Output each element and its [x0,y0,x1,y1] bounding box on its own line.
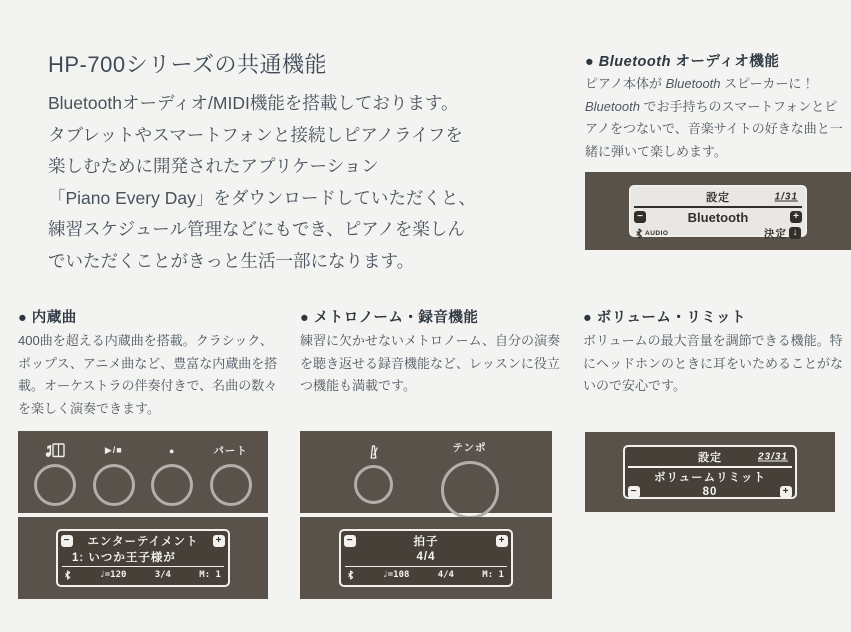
lcd-status-row [58,567,228,580]
volume-section-heading: ● ボリューム・リミット [583,310,747,326]
lcd-status-row [341,567,511,580]
play-stop-control [93,442,135,506]
metronome-buttons-panel [300,431,552,513]
song-select-control [34,442,76,506]
plus-key[interactable]: + [496,535,508,547]
bluetooth-icon [64,570,71,580]
song-display-panel [18,517,268,599]
song-lcd-display [56,529,230,587]
bluetooth-body-text: でお手持ちのスマートフォンとピアノをつないで、音楽サイトの好きな曲と一緒に弾いて楽しめます。 [585,98,843,159]
song-book-icon [45,442,65,459]
beat-value: 4/4 [437,570,454,580]
param-value: 4/4 [416,550,436,563]
play-stop-icon: ▶/■ [104,445,123,455]
lcd-param-row [625,469,795,484]
intro-line: タブレットやスマートフォンと接続しピアノライフを [48,124,463,145]
confirm-key[interactable]: ↓ [789,227,801,239]
metronome-section-heading: ● メトロノーム・録音機能 [300,310,479,326]
lcd-bottom-row [631,226,805,240]
lcd-page-indicator: 23/31 [757,451,788,462]
param-label: 拍子 [413,535,439,548]
volume-display-panel [585,432,835,512]
bluetooth-heading-rest: オーディオ機能 [670,54,780,70]
intro-line: でいただくことがきっと生活一部になります。 [48,250,415,271]
plus-key[interactable]: + [213,535,225,547]
param-value: 80 [702,485,718,498]
bluetooth-control-panel [585,172,851,250]
tempo-knob[interactable] [441,461,499,519]
bluetooth-body-text: スピーカーに！ [720,76,815,91]
beat-value: 3/4 [154,570,171,580]
record-control [151,442,193,506]
metronome-button[interactable] [354,465,393,504]
bluetooth-body-text: Bluetooth [585,98,640,114]
lcd-value-row [341,549,511,564]
tempo-value: ♩=108 [382,570,410,580]
songs-section-heading: ● 内蔵曲 [18,310,77,326]
bluetooth-lcd-display [629,185,807,240]
songs-section-body: 400曲を超える内蔵曲を搭載。クラシック、ポップス、アニメ曲など、豊富な内蔵曲を搭載。オーケストラの伴奏付きで、名曲の数々を楽しく演奏できます。 [18,333,278,416]
song-category: エンターテイメント [87,535,199,548]
bluetooth-audio-indicator [635,228,668,239]
metronome-lcd-display [339,529,513,587]
part-button-label: パート [213,445,248,457]
plus-key[interactable]: + [790,211,802,223]
metronome-section-body: 練習に欠かせないメトロノーム、自分の演奏を聴き返せる録音機能など、レッスンに役立つ機能も満載です。 [300,333,561,393]
lcd-song-row [58,549,228,564]
bluetooth-section-body [585,73,849,163]
tempo-knob-label: テンポ [452,442,487,454]
lcd-value-row [625,484,795,499]
intro-paragraph [48,88,476,277]
intro-line: 練習スケジュール管理などにもでき、ピアノを楽しん [48,219,465,239]
tempo-control [441,439,499,519]
bluetooth-icon [635,228,643,239]
play-stop-button[interactable] [93,464,135,506]
confirm-control [764,226,801,241]
plus-key[interactable]: + [780,486,792,498]
lcd-value: Bluetooth [687,209,749,225]
part-control [210,442,252,506]
record-button[interactable] [151,464,193,506]
bluetooth-section-heading [585,50,779,71]
minus-key[interactable]: − [628,486,640,498]
song-select-button[interactable] [34,464,76,506]
record-icon: ● [168,445,176,456]
intro-line: 「Piano Every Day」をダウンロードしていただくと、 [48,187,476,208]
intro-line: Bluetoothオーディオ/MIDI機能を搭載しております。 [48,93,459,113]
param-label: ボリュームリミット [654,471,766,484]
lcd-menu-row [628,447,792,468]
lcd-param-row [341,532,511,549]
metronome-control [354,443,393,504]
song-buttons-panel [18,431,268,513]
minus-key[interactable]: − [634,211,646,223]
metronome-display-panel [300,517,552,599]
bluetooth-icon [347,570,354,580]
intro-line: 楽しむために開発されたアプリケーション [48,156,379,176]
tempo-value: ♩=120 [99,570,127,580]
minus-key[interactable]: − [344,535,356,547]
confirm-label: 決定 [764,227,787,240]
bluetooth-body-text: ピアノ本体が [585,76,666,91]
lcd-menu-label: 設定 [698,452,722,464]
lcd-menu-row [634,187,802,208]
lcd-page-indicator: 1/31 [774,191,798,202]
audio-label: AUDIO [645,229,669,237]
measure-value: M: 1 [482,570,504,580]
lcd-menu-label: 設定 [706,192,730,204]
volume-section-body: ボリュームの最大音量を調節できる機能。特にヘッドホンのときに耳をいためることがないので安心です。 [583,333,844,393]
measure-value: M: 1 [199,570,221,580]
bullet-icon: ● [585,54,599,70]
page-title: HP-700シリーズの共通機能 [48,51,327,77]
bluetooth-body-text: Bluetooth [665,76,721,91]
minus-key[interactable]: − [61,535,73,547]
lcd-category-row [58,532,228,549]
lcd-value-row [631,208,805,226]
song-title: 1: いつか王子様が [72,551,176,564]
part-button[interactable] [210,464,252,506]
bluetooth-heading-em: Bluetooth [598,54,671,70]
metronome-icon [367,443,380,460]
volume-lcd-display [623,445,797,499]
